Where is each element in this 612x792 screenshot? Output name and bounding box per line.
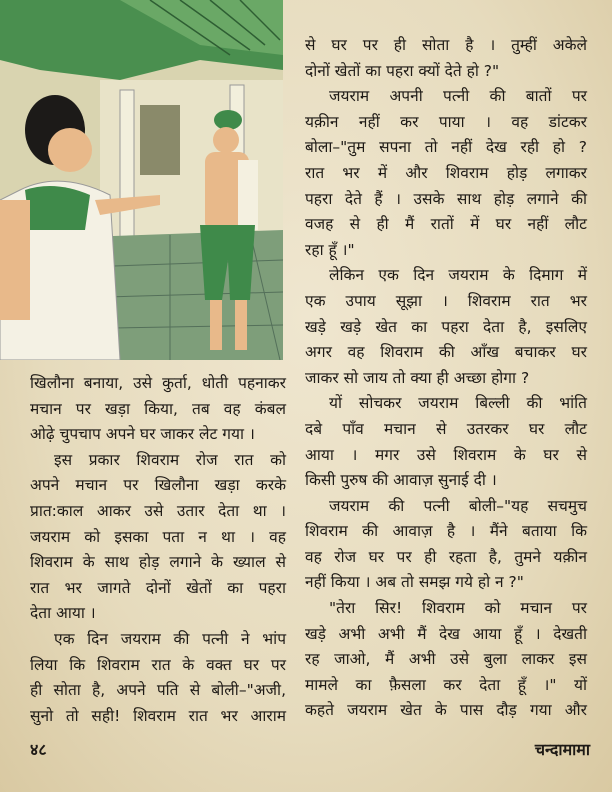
text-line: शिवराम की आवाज़ है । मैंने बताया कि bbox=[305, 522, 587, 541]
text-line: मचान पर खड़ा किया, तब वह कंबल bbox=[30, 399, 286, 418]
text-line: रह जाओ, मैं अभी उसे बुला लाकर इस bbox=[305, 650, 587, 669]
text-line: वह रोज घर पर ही रहता है, तुमने यक़ीन bbox=[305, 547, 587, 566]
text-line: जयराम को इसका पता न था । वह bbox=[30, 527, 286, 546]
text-line: ओढ़े चुपचाप अपने घर जाकर लेट गया । bbox=[30, 425, 255, 444]
right-text-column bbox=[305, 33, 587, 724]
text-line: देता आया । bbox=[30, 604, 96, 623]
text-line: "तेरा सिर! शिवराम को मचान पर bbox=[329, 599, 587, 618]
text-line: कहते जयराम खेत के पास दौड़ गया और bbox=[305, 701, 587, 720]
text-line: जयराम अपनी पत्नी की बातों पर bbox=[329, 87, 587, 106]
text-line: प्रात:काल आकर उसे उतार देता था । bbox=[30, 501, 286, 520]
text-line: यों सोचकर जयराम बिल्ली की भांति bbox=[329, 394, 587, 413]
text-line: खड़े अभी अभी मैं देख आया हूँ । देखती bbox=[305, 624, 587, 643]
magazine-name: चन्दामामा bbox=[534, 740, 590, 759]
paragraph bbox=[305, 263, 587, 391]
text-line: बोला–"तुम सपना तो नहीं देख रही हो ? bbox=[305, 138, 587, 157]
text-line: सुनो तो सही! शिवराम रात भर आराम bbox=[30, 706, 286, 725]
text-line: जयराम की पत्नी बोली–"यह सचमुच bbox=[329, 496, 587, 515]
text-line: रात भर जागते दोनों खेतों का पहरा bbox=[30, 578, 286, 597]
paragraph bbox=[30, 627, 286, 729]
text-line: किसी पुरुष की आवाज़ सुनाई दी । bbox=[305, 471, 497, 490]
text-line: रात भर में और शिवराम होड़ लगाकर bbox=[305, 163, 587, 182]
paragraph bbox=[305, 84, 587, 263]
text-line: लेकिन एक दिन जयराम के दिमाग में bbox=[329, 266, 587, 285]
text-line: यक़ीन नहीं कर पाया । वह डांटकर bbox=[305, 112, 587, 131]
text-line: वजह से ही मैं रातों में घर नहीं लौट bbox=[305, 215, 587, 234]
page-number: ४८ bbox=[30, 740, 47, 759]
text-line: इस प्रकार शिवराम रोज रात को bbox=[54, 450, 286, 469]
text-line: से घर पर ही सोता है । तुम्हीं अकेले bbox=[305, 36, 587, 54]
paragraph bbox=[30, 371, 286, 448]
text-line: ही सोता है, अपने पति से बोली–"अजी, bbox=[30, 681, 286, 700]
text-line: एक उपाय सूझा । शिवराम रात भर bbox=[305, 291, 587, 310]
text-line: एक दिन जयराम की पत्नी ने भांप bbox=[54, 629, 286, 648]
text-line: नहीं किया । अब तो समझ गये हो न ?" bbox=[305, 573, 524, 592]
text-line: रहा हूँ ।" bbox=[305, 240, 355, 259]
paragraph bbox=[305, 33, 587, 84]
text-line: दबे पाँव मचान से उतरकर घर लौट bbox=[305, 419, 587, 438]
text-line: लिया कि शिवराम रात के वक्त घर पर bbox=[30, 655, 286, 674]
left-text-column bbox=[30, 371, 286, 729]
text-line: दोनों खेतों का पहरा क्यों देते हो ?" bbox=[305, 61, 500, 80]
text-line: खिलौना बनाया, उसे कुर्ता, धोती पहनाकर bbox=[30, 374, 286, 392]
text-line: खड़े खड़े खेत का पहरा देता है, इसलिए bbox=[305, 317, 587, 336]
text-line: अगर वह शिवराम की आँख बचाकर घर bbox=[305, 343, 587, 362]
text-line: अपने मचान पर खिलौना खड़ा करके bbox=[30, 476, 286, 495]
text-line: मामले का फ़ैसला कर देता हूँ ।" यों bbox=[305, 675, 587, 694]
text-line: शिवराम के साथ होड़ लगाने के ख्याल से bbox=[30, 553, 286, 572]
paragraph bbox=[30, 448, 286, 627]
text-line: जाकर सो जाय तो क्या ही अच्छा होगा ? bbox=[305, 368, 530, 387]
paragraph bbox=[305, 391, 587, 493]
text-line: पहरा देते हैं । उसके साथ होड़ लगाने की bbox=[305, 189, 587, 208]
text-line: आया । मगर उसे शिवराम के घर से bbox=[305, 445, 587, 464]
paragraph bbox=[305, 494, 587, 596]
story-illustration bbox=[0, 0, 283, 360]
paragraph bbox=[305, 596, 587, 724]
